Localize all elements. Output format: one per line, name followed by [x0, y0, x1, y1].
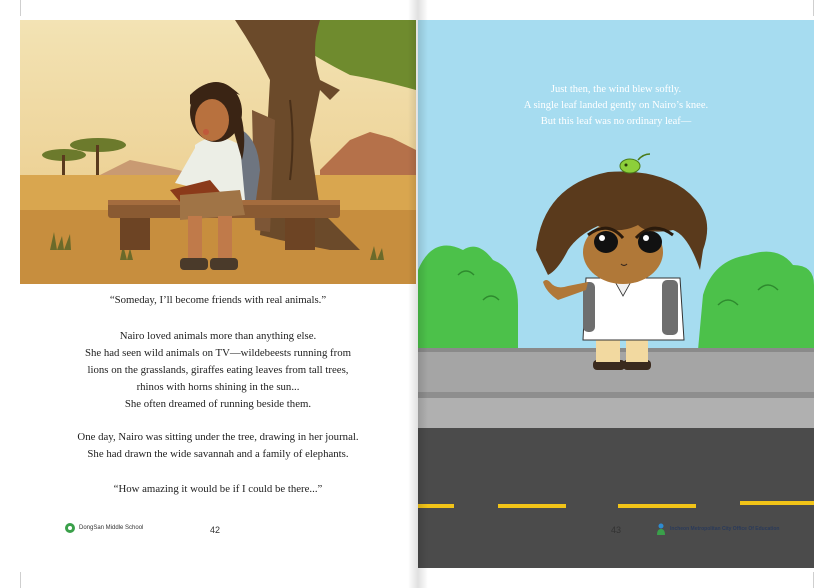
school-footer	[65, 523, 143, 533]
story-paragraph	[418, 82, 814, 130]
story-line: Nairo loved animals more than anything else.	[119, 330, 317, 342]
right-page	[418, 20, 814, 568]
story-line: She had seen wild animals on TV—wildebeests running from	[84, 347, 352, 359]
story-line: But this leaf was no ordinary leaf—	[540, 116, 692, 127]
story-paragraph	[20, 328, 416, 413]
story-line: “How amazing it would be if I could be there...”	[113, 483, 323, 495]
school-logo-icon	[65, 523, 75, 533]
story-line: A single leaf landed gently on Nairo’s knee.	[523, 100, 709, 111]
story-line: She often dreamed of running beside them.	[124, 398, 312, 410]
story-paragraph	[20, 481, 416, 498]
story-line: lions on the grasslands, giraffes eating leaves from tall trees,	[87, 364, 349, 376]
story-line: “Someday, I’ll become friends with real animals.”	[109, 294, 327, 306]
left-page	[20, 20, 416, 568]
girl-under-tree-illustration	[20, 20, 416, 284]
story-line: Just then, the wind blew softly.	[550, 84, 682, 95]
school-name: DongSan Middle School	[79, 525, 144, 531]
crop-mark	[813, 572, 814, 588]
office-logo-icon	[656, 523, 666, 535]
story-paragraph	[20, 292, 416, 309]
book-gutter	[408, 0, 428, 588]
crop-mark	[20, 572, 21, 588]
story-line: She had drawn the wide savannah and a family of elephants.	[87, 448, 349, 460]
story-line: One day, Nairo was sitting under the tree, drawing in her journal.	[77, 431, 359, 443]
crop-mark	[813, 0, 814, 16]
story-line: rhinos with horns shining in the sun...	[136, 381, 300, 393]
page-number: 42	[210, 525, 221, 535]
story-paragraph	[20, 429, 416, 463]
page-number: 43	[611, 525, 622, 535]
office-footer	[656, 523, 779, 535]
crop-mark	[20, 0, 21, 16]
office-name: Incheon Metropolitan City Office Of Education	[670, 526, 780, 532]
